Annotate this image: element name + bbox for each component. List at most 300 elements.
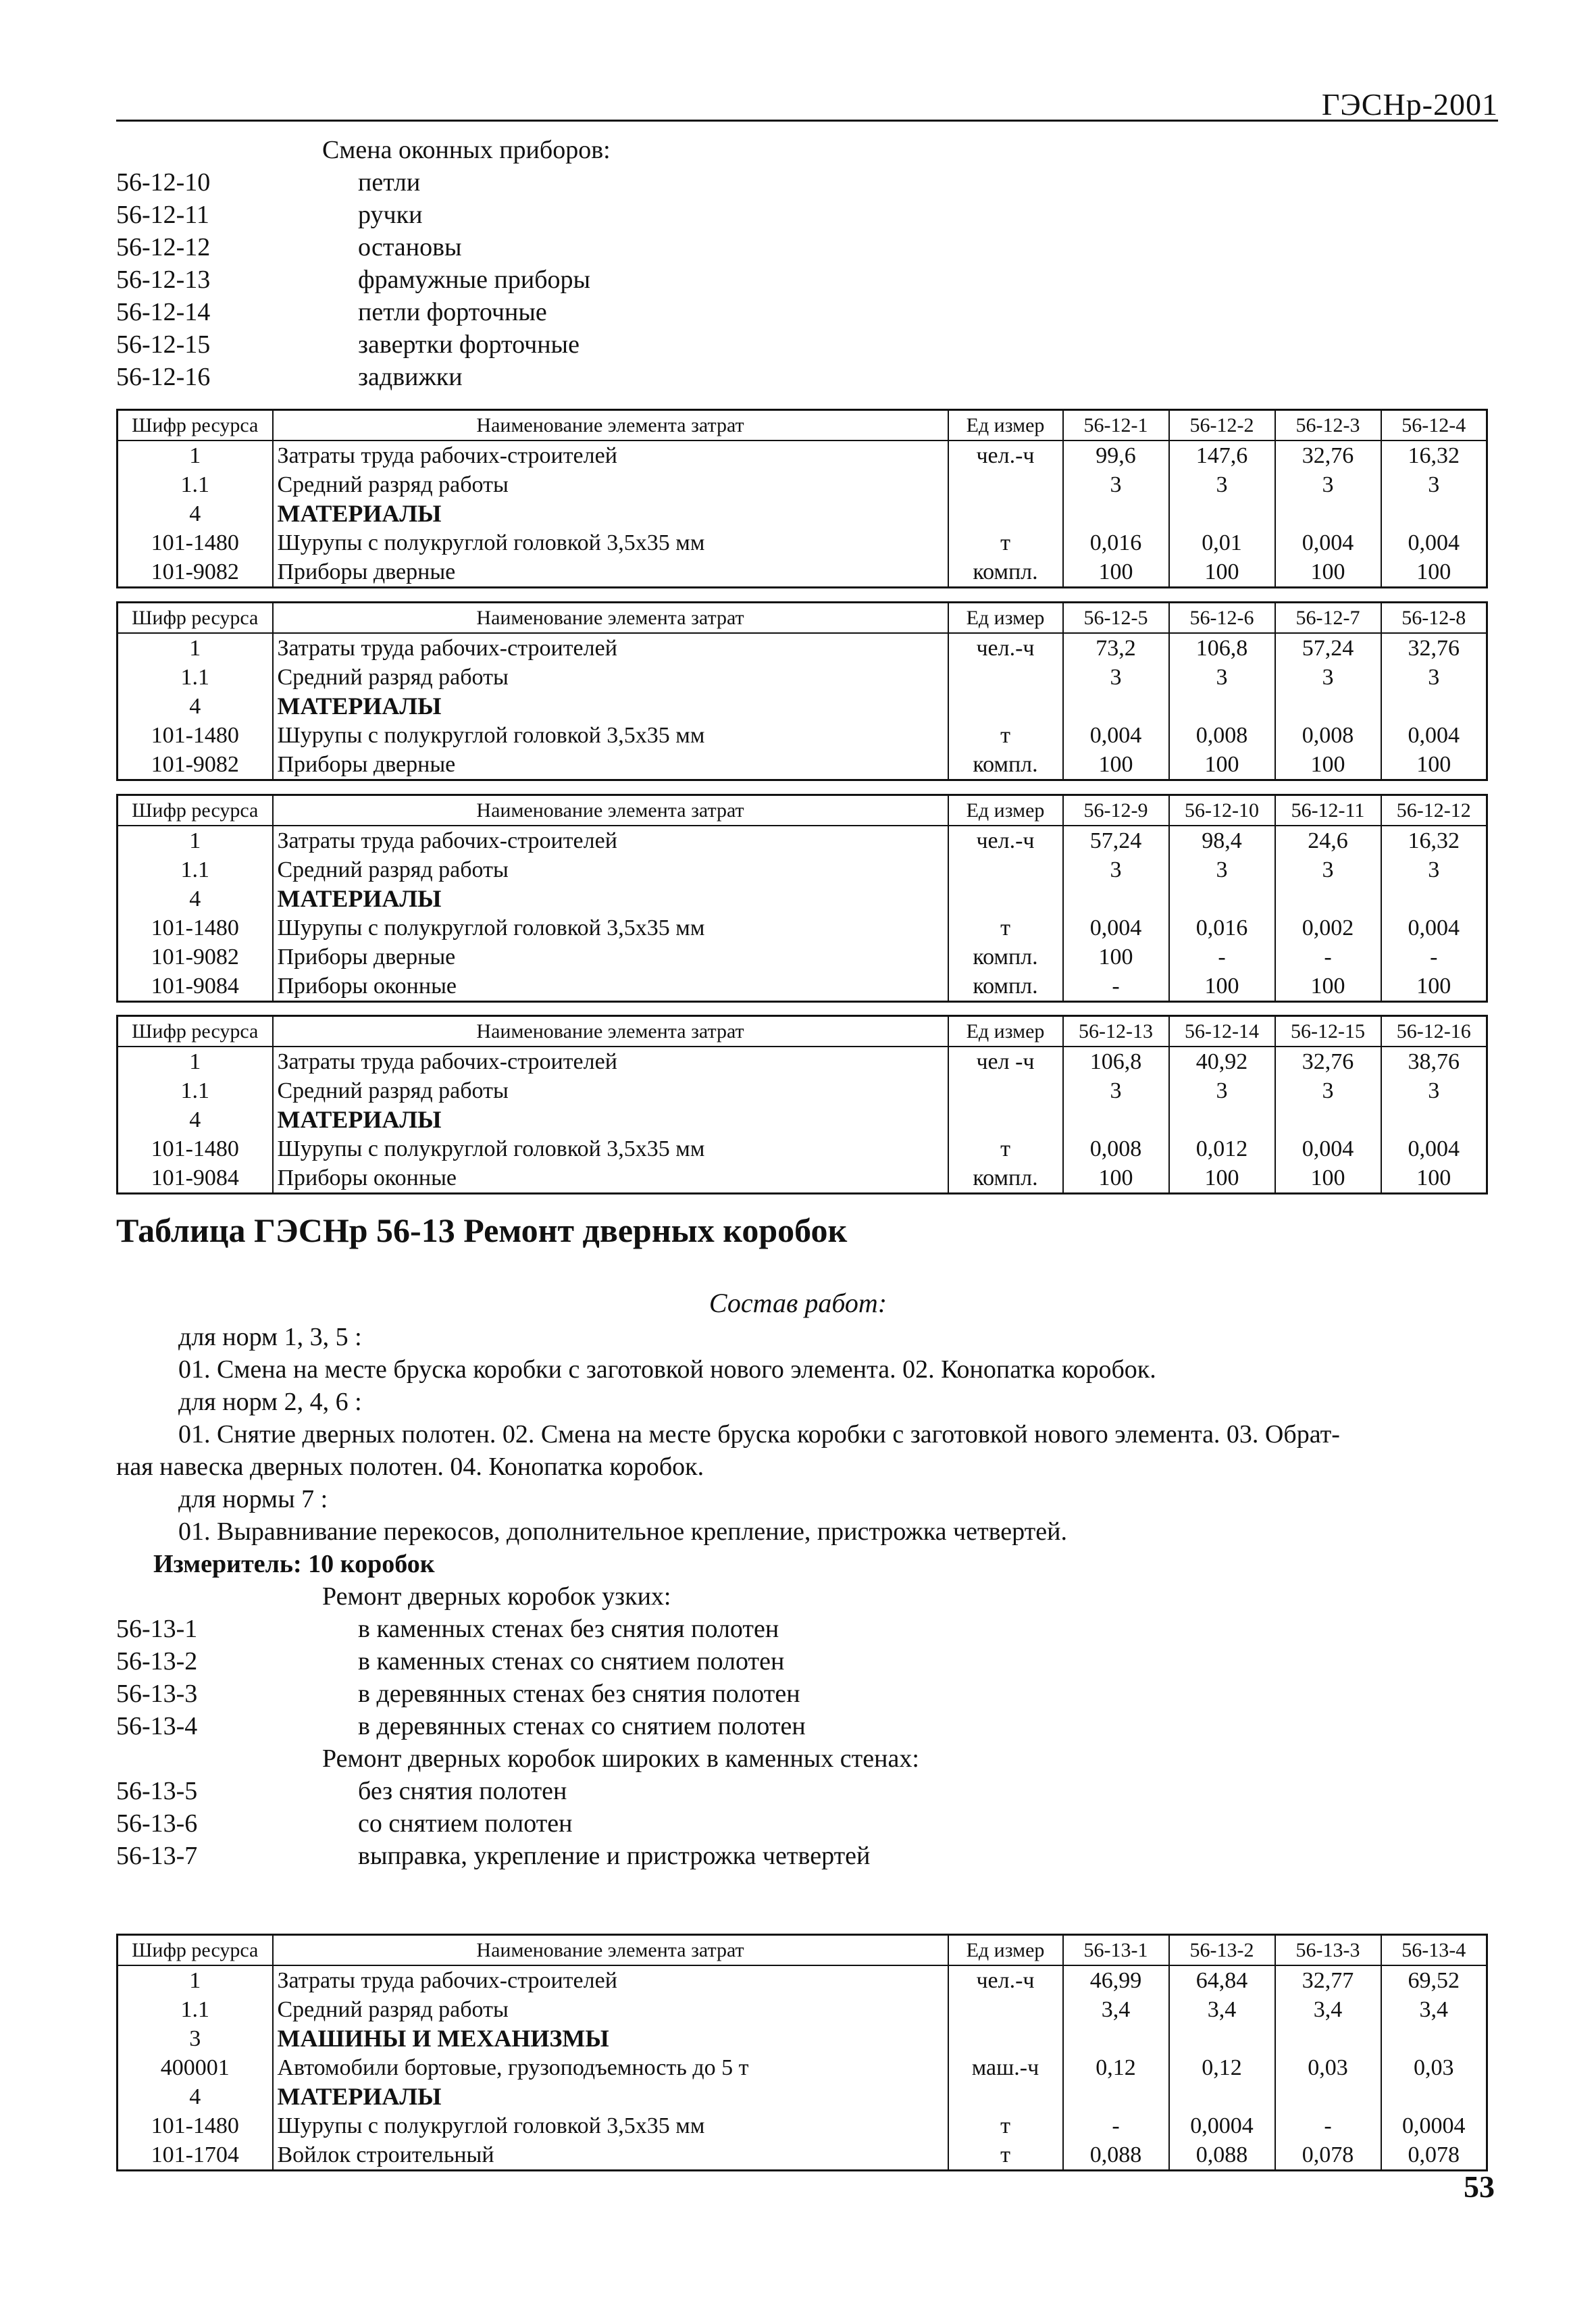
cell-unit: т	[948, 913, 1063, 942]
header-norm-code: 56-12-12	[1381, 795, 1487, 826]
resource-table	[116, 601, 1488, 781]
cell-value	[1063, 499, 1169, 528]
cell-value: 73,2	[1063, 633, 1169, 663]
table-row	[118, 826, 1487, 855]
cell-value: 3,4	[1381, 1995, 1487, 2024]
cell-unit: чел -ч	[948, 1047, 1063, 1076]
cell-value: 0,0004	[1381, 2111, 1487, 2140]
cell-value: 57,24	[1275, 633, 1381, 663]
cell-value	[1275, 2024, 1381, 2053]
work-description	[116, 1321, 1494, 1580]
cell-cost-name: МАТЕРИАЛЫ	[273, 2082, 948, 2111]
list-group-title: Смена оконных приборов:	[322, 136, 611, 164]
list-item-name: в каменных стенах со снятием полотен	[358, 1647, 785, 1676]
cell-unit	[948, 692, 1063, 721]
table-header-row	[118, 603, 1487, 634]
cell-cost-name: Автомобили бортовые, грузоподъемность до 5 т	[273, 2053, 948, 2082]
resource-table	[116, 1934, 1488, 2171]
resource-table	[116, 794, 1488, 1003]
cell-value: 0,004	[1381, 721, 1487, 750]
header-name: Наименование элемента затрат	[273, 1016, 948, 1047]
header-norm-code: 56-12-7	[1275, 603, 1381, 634]
list-item-code: 56-12-16	[116, 363, 211, 391]
cell-value: 3,4	[1063, 1995, 1169, 2024]
header-unit: Ед измер	[948, 603, 1063, 634]
cell-unit	[948, 855, 1063, 884]
cell-value: 0,004	[1063, 913, 1169, 942]
cell-value: 3	[1063, 470, 1169, 499]
cell-value: 0,088	[1063, 2140, 1169, 2171]
table-row	[118, 1995, 1487, 2024]
header-name: Наименование элемента затрат	[273, 603, 948, 634]
table-row	[118, 884, 1487, 913]
cell-value: 64,84	[1169, 1965, 1275, 1995]
cell-resource-code: 101-9082	[118, 942, 273, 972]
list-item-code: 56-12-10	[116, 168, 211, 197]
cell-unit: компл.	[948, 942, 1063, 972]
cell-value: -	[1381, 942, 1487, 972]
cell-cost-name: Средний разряд работы	[273, 663, 948, 692]
cell-value: 0,088	[1169, 2140, 1275, 2171]
cell-resource-code: 101-1480	[118, 721, 273, 750]
cell-cost-name: Средний разряд работы	[273, 1995, 948, 2024]
work-step: 01. Смена на месте бруска коробки с заготовкой нового элемента. 02. Конопатка коробок.	[178, 1355, 1156, 1384]
cell-resource-code: 1.1	[118, 470, 273, 499]
cell-value: 3	[1275, 1076, 1381, 1105]
cell-value: 0,12	[1063, 2053, 1169, 2082]
header-norm-code: 56-12-14	[1169, 1016, 1275, 1047]
table-row	[118, 441, 1487, 470]
list-item-name: без снятия полотен	[358, 1777, 567, 1805]
table-row	[118, 855, 1487, 884]
cell-value: 0,0004	[1169, 2111, 1275, 2140]
list-item-name: ручки	[358, 201, 423, 229]
cell-value: -	[1169, 942, 1275, 972]
header-norm-code: 56-12-5	[1063, 603, 1169, 634]
table-row	[118, 1076, 1487, 1105]
header-rule	[116, 120, 1498, 122]
cell-value: 0,01	[1169, 528, 1275, 557]
cell-value	[1063, 2024, 1169, 2053]
cell-resource-code: 4	[118, 499, 273, 528]
cell-value	[1169, 1105, 1275, 1134]
cell-value: 0,12	[1169, 2053, 1275, 2082]
list-item-name: со снятием полотен	[358, 1809, 573, 1838]
cell-value: 0,004	[1063, 721, 1169, 750]
cell-cost-name: Шурупы с полукруглой головкой 3,5х35 мм	[273, 913, 948, 942]
cell-resource-code: 1.1	[118, 663, 273, 692]
table-row	[118, 692, 1487, 721]
list-item-code: 56-12-15	[116, 330, 211, 359]
cell-resource-code: 1	[118, 1965, 273, 1995]
cell-value: 32,76	[1275, 441, 1381, 470]
cell-value: 0,016	[1169, 913, 1275, 942]
cell-resource-code: 101-1480	[118, 913, 273, 942]
cell-unit: т	[948, 2111, 1063, 2140]
cell-cost-name: Затраты труда рабочих-строителей	[273, 1047, 948, 1076]
header-code: Шифр ресурса	[118, 603, 273, 634]
cell-resource-code: 101-1480	[118, 2111, 273, 2140]
header-norm-code: 56-12-13	[1063, 1016, 1169, 1047]
cell-resource-code: 1.1	[118, 855, 273, 884]
cell-value: 3	[1063, 855, 1169, 884]
table-row	[118, 1105, 1487, 1134]
header-norm-code: 56-13-2	[1169, 1935, 1275, 1966]
cell-value: 100	[1381, 557, 1487, 588]
cell-value: 32,76	[1275, 1047, 1381, 1076]
cell-resource-code: 1.1	[118, 1076, 273, 1105]
cell-cost-name: Средний разряд работы	[273, 1076, 948, 1105]
cell-value: 0,078	[1381, 2140, 1487, 2171]
cell-value: -	[1275, 942, 1381, 972]
header-name: Наименование элемента затрат	[273, 1935, 948, 1966]
list-item-code: 56-12-11	[116, 201, 209, 229]
cell-cost-name: Шурупы с полукруглой головкой 3,5х35 мм	[273, 528, 948, 557]
cell-cost-name: Средний разряд работы	[273, 470, 948, 499]
table-row	[118, 499, 1487, 528]
cell-value: 0,016	[1063, 528, 1169, 557]
header-norm-code: 56-12-4	[1381, 410, 1487, 441]
work-step: 01. Выравнивание перекосов, дополнительное крепление, пристрожка четвертей.	[178, 1517, 1067, 1546]
header-norm-code: 56-12-1	[1063, 410, 1169, 441]
header-unit: Ед измер	[948, 1016, 1063, 1047]
norm-label: для норм 1, 3, 5 :	[178, 1323, 362, 1351]
cell-value: 3	[1381, 1076, 1487, 1105]
cell-value: 69,52	[1381, 1965, 1487, 1995]
cell-cost-name: Приборы оконные	[273, 1163, 948, 1194]
cell-value: 3	[1381, 663, 1487, 692]
cell-resource-code: 4	[118, 692, 273, 721]
header-norm-code: 56-12-10	[1169, 795, 1275, 826]
cell-value: 57,24	[1063, 826, 1169, 855]
cell-value: 3	[1275, 663, 1381, 692]
cell-unit	[948, 2082, 1063, 2111]
cell-unit: компл.	[948, 972, 1063, 1002]
cell-value: 0,008	[1169, 721, 1275, 750]
cell-value: 0,008	[1275, 721, 1381, 750]
cell-value: 100	[1169, 972, 1275, 1002]
cell-value	[1063, 692, 1169, 721]
cell-cost-name: Затраты труда рабочих-строителей	[273, 441, 948, 470]
header-norm-code: 56-12-2	[1169, 410, 1275, 441]
cell-value: 100	[1063, 557, 1169, 588]
table-header-row	[118, 795, 1487, 826]
cell-value	[1169, 884, 1275, 913]
header-norm-code: 56-12-15	[1275, 1016, 1381, 1047]
cell-resource-code: 101-9082	[118, 750, 273, 780]
resource-table	[116, 409, 1488, 588]
cell-value: 16,32	[1381, 441, 1487, 470]
cell-value	[1275, 1105, 1381, 1134]
cell-resource-code: 1	[118, 826, 273, 855]
table-row	[118, 1163, 1487, 1194]
cell-unit: чел.-ч	[948, 441, 1063, 470]
cell-value: 100	[1381, 1163, 1487, 1194]
header-norm-code: 56-13-3	[1275, 1935, 1381, 1966]
cell-value: 3	[1381, 470, 1487, 499]
meter-label: Измеритель:	[153, 1550, 302, 1578]
document-code: ГЭСНр-2001	[1321, 87, 1498, 122]
cell-unit: т	[948, 528, 1063, 557]
cell-value: 100	[1381, 750, 1487, 780]
cell-unit: маш.-ч	[948, 2053, 1063, 2082]
table-header-row	[118, 1935, 1487, 1966]
header-code: Шифр ресурса	[118, 1016, 273, 1047]
cell-resource-code: 1	[118, 1047, 273, 1076]
work-heading: Состав работ:	[709, 1288, 887, 1318]
cell-cost-name: МАШИНЫ И МЕХАНИЗМЫ	[273, 2024, 948, 2053]
table-row	[118, 750, 1487, 780]
table-row	[118, 2024, 1487, 2053]
cell-cost-name: Средний разряд работы	[273, 855, 948, 884]
cell-value	[1275, 692, 1381, 721]
cell-unit: чел.-ч	[948, 633, 1063, 663]
cell-value: 106,8	[1063, 1047, 1169, 1076]
list-item-code: 56-13-6	[116, 1809, 198, 1838]
cell-unit: т	[948, 721, 1063, 750]
cell-value: 3	[1063, 1076, 1169, 1105]
cell-resource-code: 1	[118, 633, 273, 663]
cell-value	[1381, 1105, 1487, 1134]
cell-value	[1275, 884, 1381, 913]
cell-value: 3	[1381, 855, 1487, 884]
cell-value	[1063, 884, 1169, 913]
cell-cost-name: Приборы дверные	[273, 557, 948, 588]
cell-value	[1381, 692, 1487, 721]
cell-resource-code: 101-1480	[118, 1134, 273, 1163]
cell-cost-name: Затраты труда рабочих-строителей	[273, 826, 948, 855]
work-step-continued: ная навеска дверных полотен. 04. Конопатка коробок.	[116, 1453, 704, 1481]
cell-value: 16,32	[1381, 826, 1487, 855]
cell-unit	[948, 2024, 1063, 2053]
header-norm-code: 56-12-6	[1169, 603, 1275, 634]
header-norm-code: 56-13-1	[1063, 1935, 1169, 1966]
cell-value: 3	[1275, 855, 1381, 884]
cell-value: 100	[1381, 972, 1487, 1002]
norm-label: для нормы 7 :	[178, 1485, 328, 1513]
list-item-name: петли форточные	[358, 298, 547, 326]
list-item-code: 56-12-13	[116, 266, 211, 294]
list-item-name: остановы	[358, 233, 462, 261]
cell-value: 0,078	[1275, 2140, 1381, 2171]
list-item-name: в деревянных стенах со снятием полотен	[358, 1712, 806, 1740]
meter-value: 10 коробок	[308, 1550, 435, 1578]
work-step: 01. Снятие дверных полотен. 02. Смена на месте бруска коробки с заготовкой нового элемента. 03. Обрат-	[178, 1420, 1340, 1449]
cell-value: 100	[1275, 972, 1381, 1002]
door-frame-list	[116, 1580, 1501, 1872]
table-row	[118, 913, 1487, 942]
cell-value	[1169, 499, 1275, 528]
cell-unit: чел.-ч	[948, 1965, 1063, 1995]
header-unit: Ед измер	[948, 410, 1063, 441]
cell-value: 0,002	[1275, 913, 1381, 942]
cell-value	[1063, 2082, 1169, 2111]
table-header-row	[118, 1016, 1487, 1047]
cell-value: 98,4	[1169, 826, 1275, 855]
list-item-code: 56-12-14	[116, 298, 211, 326]
cell-value: 46,99	[1063, 1965, 1169, 1995]
cell-value: 0,03	[1275, 2053, 1381, 2082]
resource-table	[116, 1015, 1488, 1194]
cell-resource-code: 4	[118, 2082, 273, 2111]
cell-value: 100	[1169, 1163, 1275, 1194]
cell-resource-code: 4	[118, 1105, 273, 1134]
page-number: 53	[1464, 2169, 1495, 2204]
cell-value: -	[1063, 2111, 1169, 2140]
header-name: Наименование элемента затрат	[273, 410, 948, 441]
table-header-row	[118, 410, 1487, 441]
cell-value: 3	[1169, 663, 1275, 692]
cell-resource-code: 101-9084	[118, 1163, 273, 1194]
list-item-name: петли	[358, 168, 421, 197]
cell-value: 3,4	[1275, 1995, 1381, 2024]
cell-value	[1169, 692, 1275, 721]
cell-cost-name: Приборы дверные	[273, 750, 948, 780]
cell-value: 38,76	[1381, 1047, 1487, 1076]
header-name: Наименование элемента затрат	[273, 795, 948, 826]
cell-value: 100	[1063, 942, 1169, 972]
cell-value: 100	[1275, 557, 1381, 588]
list-item-code: 56-13-4	[116, 1712, 198, 1740]
table-row	[118, 1965, 1487, 1995]
cell-unit: компл.	[948, 557, 1063, 588]
cell-value: 100	[1169, 557, 1275, 588]
list-item-name: фрамужные приборы	[358, 266, 591, 294]
cell-value: 0,008	[1063, 1134, 1169, 1163]
cell-value: 40,92	[1169, 1047, 1275, 1076]
header-norm-code: 56-12-9	[1063, 795, 1169, 826]
cell-unit: чел.-ч	[948, 826, 1063, 855]
list-item-code: 56-12-12	[116, 233, 211, 261]
cell-value	[1275, 499, 1381, 528]
table-row	[118, 470, 1487, 499]
table-row	[118, 1047, 1487, 1076]
cell-resource-code: 101-9082	[118, 557, 273, 588]
cell-value: 106,8	[1169, 633, 1275, 663]
cell-cost-name: Приборы оконные	[273, 972, 948, 1002]
cell-value: 3	[1169, 1076, 1275, 1105]
cell-resource-code: 3	[118, 2024, 273, 2053]
header-code: Шифр ресурса	[118, 410, 273, 441]
table-row	[118, 2082, 1487, 2111]
cell-value	[1169, 2082, 1275, 2111]
meter-line	[116, 1548, 1494, 1580]
cell-unit	[948, 1995, 1063, 2024]
cell-value: 3	[1169, 855, 1275, 884]
list-item-code: 56-13-7	[116, 1842, 198, 1870]
cell-resource-code: 4	[118, 884, 273, 913]
cell-unit	[948, 663, 1063, 692]
cell-resource-code: 1	[118, 441, 273, 470]
cell-value: 3	[1063, 663, 1169, 692]
table-row	[118, 942, 1487, 972]
cell-value: 100	[1275, 750, 1381, 780]
list-item-code: 56-13-5	[116, 1777, 198, 1805]
header-norm-code: 56-12-11	[1275, 795, 1381, 826]
cell-unit: компл.	[948, 1163, 1063, 1194]
cell-value: -	[1275, 2111, 1381, 2140]
cell-value	[1063, 1105, 1169, 1134]
section-title: Таблица ГЭСНр 56-13 Ремонт дверных коробок	[116, 1211, 848, 1249]
table-row	[118, 528, 1487, 557]
cell-resource-code: 101-1480	[118, 528, 273, 557]
list-item-code: 56-13-3	[116, 1680, 198, 1708]
header-unit: Ед измер	[948, 1935, 1063, 1966]
list-item-name: задвижки	[358, 363, 463, 391]
cell-value: 147,6	[1169, 441, 1275, 470]
cell-value: 100	[1063, 750, 1169, 780]
table-row	[118, 2140, 1487, 2171]
cell-unit: т	[948, 2140, 1063, 2171]
header-norm-code: 56-12-3	[1275, 410, 1381, 441]
cell-cost-name: Шурупы с полукруглой головкой 3,5х35 мм	[273, 1134, 948, 1163]
cell-unit	[948, 884, 1063, 913]
cell-value: 100	[1275, 1163, 1381, 1194]
list-item-code: 56-13-2	[116, 1647, 198, 1676]
cell-value: 0,004	[1381, 913, 1487, 942]
cell-value	[1275, 2082, 1381, 2111]
list-item-name: выправка, укрепление и пристрожка четвертей	[358, 1842, 871, 1870]
list-group-title: Ремонт дверных коробок узких:	[322, 1582, 671, 1611]
cell-value: 100	[1063, 1163, 1169, 1194]
cell-unit	[948, 1076, 1063, 1105]
cell-cost-name: Затраты труда рабочих-строителей	[273, 633, 948, 663]
cell-unit: т	[948, 1134, 1063, 1163]
cell-value: 99,6	[1063, 441, 1169, 470]
table-row	[118, 663, 1487, 692]
table-row	[118, 2053, 1487, 2082]
cell-value: 3	[1275, 470, 1381, 499]
cell-cost-name: МАТЕРИАЛЫ	[273, 692, 948, 721]
cell-value	[1381, 2082, 1487, 2111]
cell-cost-name: Шурупы с полукруглой головкой 3,5х35 мм	[273, 2111, 948, 2140]
list-item-code: 56-13-1	[116, 1615, 198, 1643]
cell-value: 0,03	[1381, 2053, 1487, 2082]
cell-value	[1381, 884, 1487, 913]
cell-cost-name: МАТЕРИАЛЫ	[273, 884, 948, 913]
cell-value	[1381, 2024, 1487, 2053]
window-hardware-list	[116, 134, 1501, 393]
table-row	[118, 972, 1487, 1002]
header-norm-code: 56-12-16	[1381, 1016, 1487, 1047]
cell-cost-name: МАТЕРИАЛЫ	[273, 1105, 948, 1134]
header-norm-code: 56-12-8	[1381, 603, 1487, 634]
cell-resource-code: 400001	[118, 2053, 273, 2082]
cell-value: 32,77	[1275, 1965, 1381, 1995]
table-row	[118, 2111, 1487, 2140]
list-item-name: завертки форточные	[358, 330, 580, 359]
table-row	[118, 1134, 1487, 1163]
cell-value: 0,004	[1275, 528, 1381, 557]
cell-value: 100	[1169, 750, 1275, 780]
cell-value	[1381, 499, 1487, 528]
cell-value: 0,012	[1169, 1134, 1275, 1163]
cell-cost-name: МАТЕРИАЛЫ	[273, 499, 948, 528]
header-norm-code: 56-13-4	[1381, 1935, 1487, 1966]
cell-unit	[948, 470, 1063, 499]
cell-value: 3	[1169, 470, 1275, 499]
cell-value: 0,004	[1275, 1134, 1381, 1163]
cell-resource-code: 101-9084	[118, 972, 273, 1002]
cell-value: 24,6	[1275, 826, 1381, 855]
norm-label: для норм 2, 4, 6 :	[178, 1388, 362, 1416]
cell-unit: компл.	[948, 750, 1063, 780]
cell-resource-code: 1.1	[118, 1995, 273, 2024]
list-item-name: в деревянных стенах без снятия полотен	[358, 1680, 800, 1708]
table-row	[118, 721, 1487, 750]
cell-unit	[948, 1105, 1063, 1134]
table-row	[118, 633, 1487, 663]
